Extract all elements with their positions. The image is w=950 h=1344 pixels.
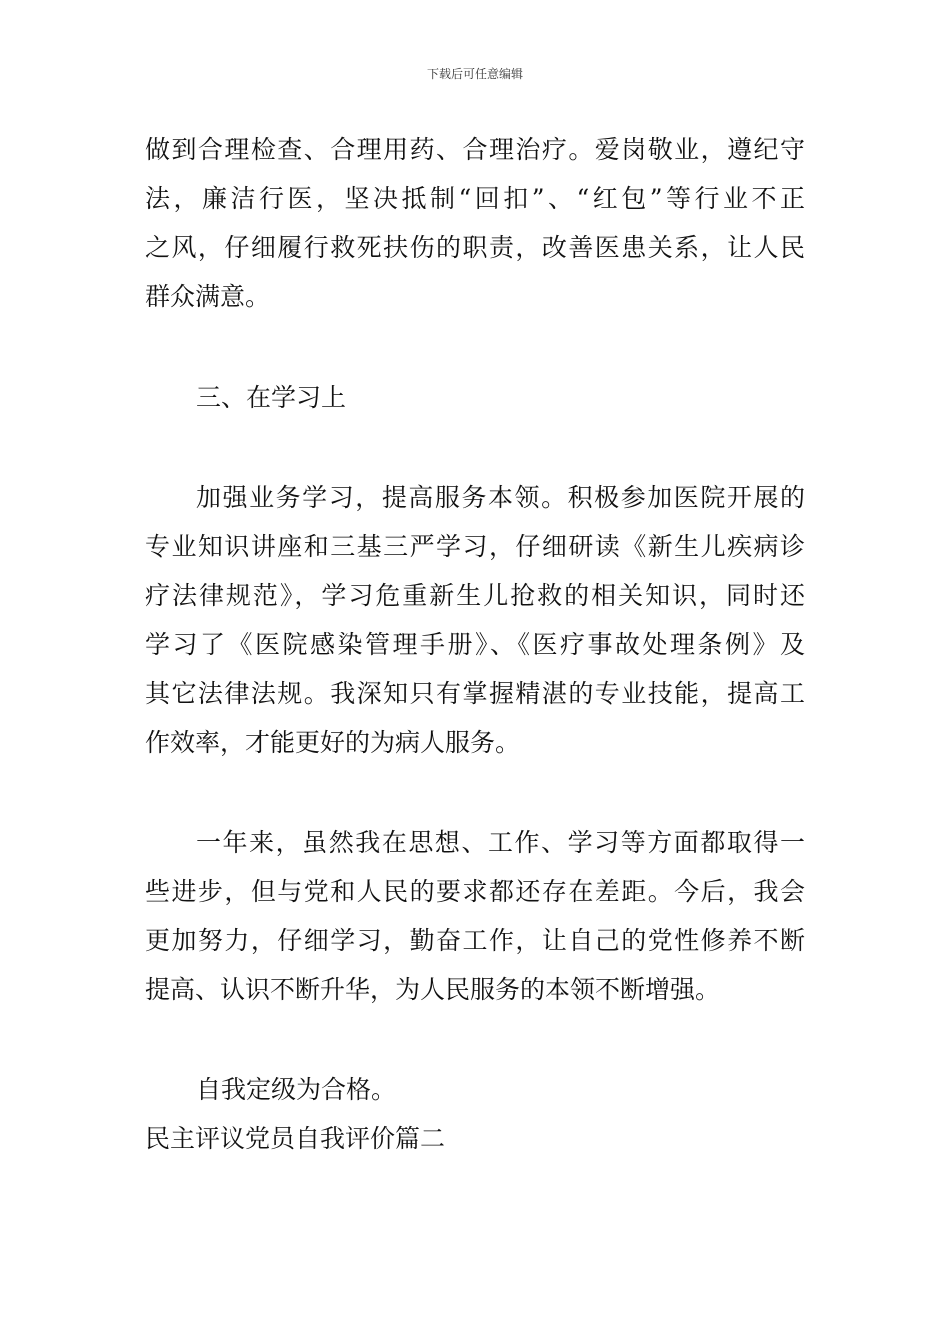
paragraph-line: 专业知识讲座和三基三严学习，仔细研读《新生儿疾病诊 — [145, 532, 805, 561]
paragraph-line: 提高、认识不断升华，为人民服务的本领不断增强。 — [145, 975, 721, 1004]
paragraph-line: 加强业务学习，提高服务本领。积极参加医院开展的 — [196, 483, 805, 512]
paragraph-line: 自我定级为合格。 — [196, 1075, 397, 1104]
paragraph-line: 做到合理检查、合理用药、合理治疗。爱岗敬业，遵纪守 — [145, 135, 805, 164]
page-header: 下载后可任意编辑 — [426, 67, 523, 81]
paragraph-line: 更加努力，仔细学习，勤奋工作，让自己的党性修养不断 — [145, 926, 805, 955]
article-title: 民主评议党员自我评价篇二 — [145, 1124, 446, 1153]
paragraph-line: 学习了《医院感染管理手册》、《医疗事故处理条例》及 — [145, 630, 805, 659]
paragraph-line: 作效率，才能更好的为病人服务。 — [145, 728, 521, 757]
paragraph-line: 群众满意。 — [145, 282, 271, 311]
paragraph-line: 其它法律法规。我深知只有掌握精湛的专业技能，提高工 — [145, 679, 805, 708]
section-heading: 三、在学习上 — [196, 383, 347, 412]
paragraph-line: 疗法律规范》，学习危重新生儿抢救的相关知识，同时还 — [145, 581, 805, 610]
paragraph-line: 些进步，但与党和人民的要求都还存在差距。今后，我会 — [145, 877, 805, 906]
paragraph-line: 法，廉洁行医，坚决抵制“回扣”、“红包”等行业不正 — [145, 184, 805, 213]
paragraph-line: 一年来，虽然我在思想、工作、学习等方面都取得一 — [196, 828, 805, 857]
paragraph-line: 之风，仔细履行救死扶伤的职责，改善医患关系，让人民 — [145, 233, 805, 262]
